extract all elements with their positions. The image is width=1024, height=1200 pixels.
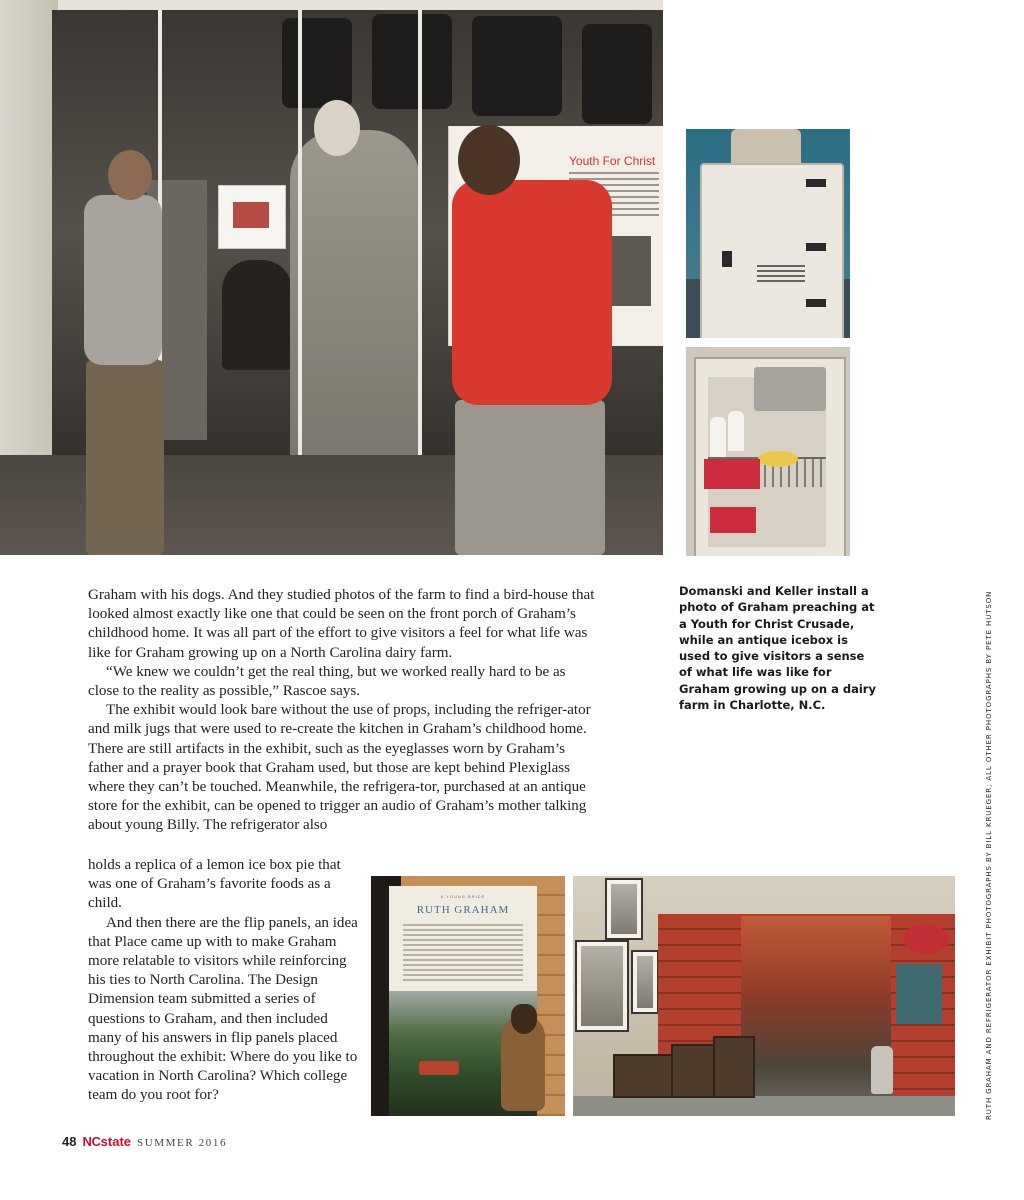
red-label [704, 459, 760, 489]
milk-can [871, 1046, 893, 1094]
panel-seam [418, 10, 422, 500]
worker-right-torso [452, 180, 612, 405]
barn-exhibit-photo [573, 876, 955, 1116]
seated-man [222, 260, 292, 370]
framed-photo [575, 940, 629, 1032]
wooden-crate [713, 1036, 755, 1098]
dog-head [511, 1004, 537, 1034]
worker-left-torso [84, 195, 162, 365]
mural-lettering [252, 10, 663, 130]
milk-bottle [728, 411, 744, 451]
ice-pan [754, 367, 826, 411]
icebox-top [731, 129, 801, 163]
icebox-closed-photo [686, 129, 850, 338]
photo-credit: RUTH GRAHAM AND REFRIGERATOR EXHIBIT PHOTOGRAPHS BY BILL KRUEGER; ALL OTHER PHOTOGRAPHS BY PETE HUTSON [985, 590, 993, 1120]
hinge-icon [806, 243, 826, 251]
panel-seam [298, 10, 302, 500]
gallery-wall [0, 0, 58, 465]
latch-icon [722, 251, 732, 267]
framed-photo [605, 878, 643, 940]
page-number: 48 [62, 1134, 77, 1149]
worker-left-legs [86, 360, 164, 555]
hinge-icon [806, 179, 826, 187]
paragraph: The exhibit would look bare without the use of props, including the refriger-ator and milk jugs that were used to re-create the kitchen in Graham’s childhood home. There are still artifacts in the exhibit, such as the eyeglasses worn by Graham’s father and a prayer book that Graham used, but those are kept behind Plexiglass where they can’t be touched. Meanwhile, the refrigera-tor, purchased at an antique store for the exhibit, can be opened to trigger an audio of Graham’s mother talking about young Billy. The refrigerator also [88, 702, 591, 834]
paragraph: And then there are the flip panels, an idea that Place came up with to make Graham more relatable to visitors while reinforcing his ties to North Carolina. The Design Dimension team submitted a series of questions to Graham, and then included many of his answers in flip panels placed throughout the exhibit: Where do you like to vacation in North Carolina? Which college team do you root for? [88, 914, 358, 1104]
worker-right-head [458, 125, 520, 195]
icebox-open-photo [686, 347, 850, 556]
house-icon [419, 1061, 459, 1075]
panel-title: Youth For Christ [569, 154, 656, 168]
held-photo-print [218, 185, 286, 249]
icebox-label [757, 265, 805, 291]
icebox-cabinet [700, 163, 844, 338]
article-body-main [88, 586, 600, 836]
board-title: RUTH GRAHAM [416, 904, 510, 916]
board-kicker: A YOUNG BRIDE [440, 894, 486, 899]
milk-bottle [710, 417, 726, 457]
red-label [710, 507, 756, 533]
issue-label: SUMMER 2016 [137, 1137, 228, 1149]
info-board [896, 964, 942, 1024]
paragraph: Graham with his dogs. And they studied photos of the farm to find a bird-house that looked almost exactly like one that could be seen on the front porch of Graham’s childhood home. It was all part of the effort to give visitors a feel for what life was like for Graham growing up on a North Carolina dairy farm. [88, 587, 595, 661]
worker-left-head [108, 150, 152, 200]
photo-caption: Domanski and Keller install a photo of Graham preaching at a Youth for Christ Crusade, while an antique icebox is used to give visitors a sense of what life was like for Graham growing up on a dairy farm in Charlotte, N.C. [679, 584, 876, 713]
board-text-lines [403, 924, 523, 984]
brand-logo-nc: NC [82, 1134, 101, 1149]
brand-logo-state: state [100, 1134, 132, 1149]
wooden-crate [613, 1054, 675, 1098]
main-photo-installers [0, 0, 663, 555]
worker-right-legs [455, 400, 605, 555]
article-body-narrow [88, 856, 363, 1106]
paragraph: holds a replica of a lemon ice box pie that was one of Graham’s favorite foods as a child. [88, 857, 341, 912]
ruth-graham-exhibit-photo [371, 876, 565, 1116]
paragraph: “We knew we couldn’t get the real thing, but we worked really hard to be as close to the reality as possible,” Rascoe says. [88, 663, 566, 700]
lemon-pie [758, 451, 798, 467]
preacher-figure [290, 130, 420, 470]
hinge-icon [806, 299, 826, 307]
barn-interior [741, 916, 891, 1116]
red-oval-sign [903, 924, 949, 954]
page-folio [62, 1134, 227, 1152]
barn-floor [573, 1096, 955, 1116]
framed-photo [631, 950, 659, 1014]
preacher-head [314, 100, 360, 156]
